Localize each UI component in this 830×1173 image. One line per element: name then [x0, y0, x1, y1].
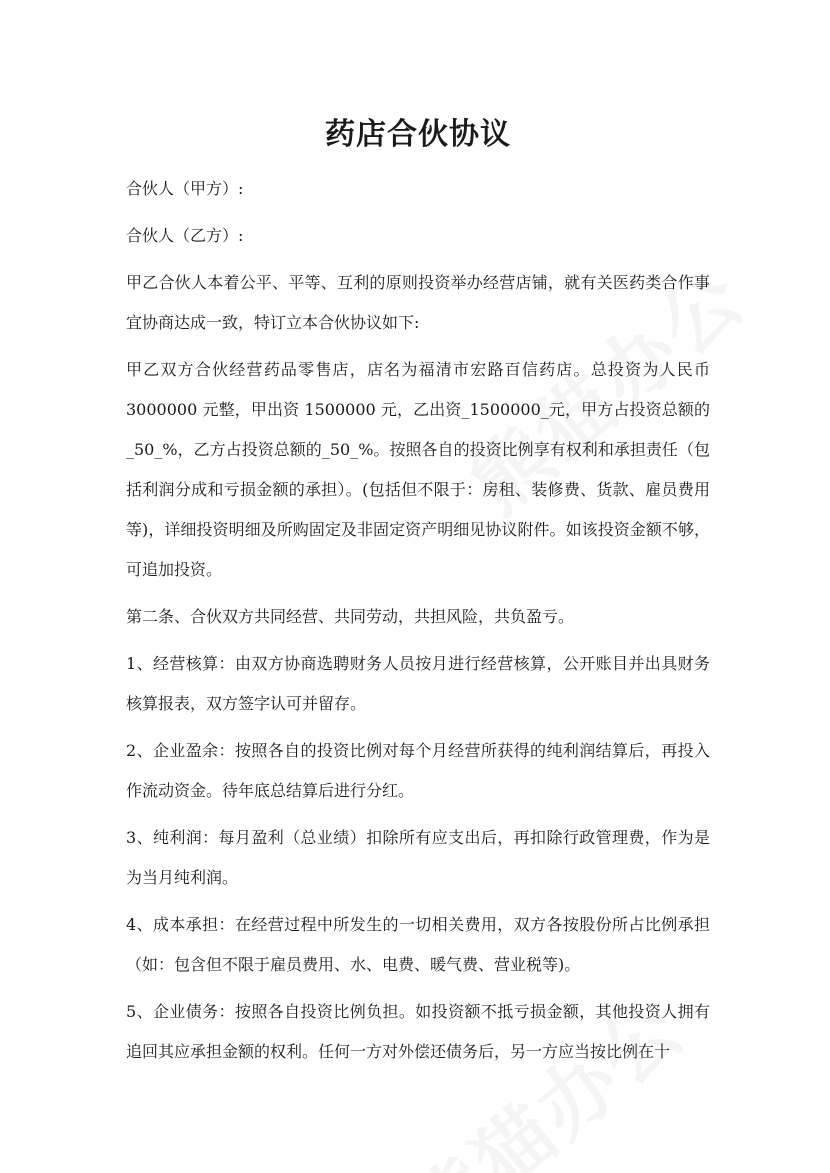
paragraph-investment: 甲乙双方合伙经营药品零售店，店名为福清市宏路百信药店。总投资为人民币 3000000 元整，甲出资 1500000 元，乙出资_1500000_元，甲方占投资总额的_50_%，乙方占投资总额的_50_%。按照各自的投资比例享有权利和承担责任（包括利润分成和亏损金额的承担）。(包括但不限于：房租、装修费、货款、雇员费用等)，详细投资明细及所购固定及非固定资产明细见协议附件。如该投资金额不够，可追加投资。 [126, 360, 710, 579]
paragraph-article-two: 第二条、合伙双方共同经营、共同劳动，共担风险，共负盈亏。 [126, 607, 575, 626]
document-title: 药店合伙协议 [325, 117, 511, 152]
paragraph-clause-2: 2、企业盈余：按照各自的投资比例对每个月经营所获得的纯利润结算后，再投入作流动资金。待年底总结算后进行分红。 [126, 741, 710, 800]
paragraph-party-b: 合伙人（乙方）: [126, 226, 244, 245]
paragraph-preamble: 甲乙合伙人本着公平、平等、互利的原则投资举办经营店铺，就有关医药类合作事宜协商达成一致，特订立本合伙协议如下: [126, 273, 710, 332]
paragraph-party-a: 合伙人（甲方）: [126, 179, 244, 198]
paragraph-clause-1: 1、经营核算：由双方协商选聘财务人员按月进行经营核算，公开账目并出具财务核算报表，双方签字认可并留存。 [126, 654, 710, 713]
document-body [126, 169, 710, 1072]
paragraph-clause-5: 5、企业债务：按照各自投资比例负担。如投资额不抵亏损金额，其他投资人拥有追回其应承担金额的权利。任何一方对外偿还债务后，另一方应当按比例在十 [126, 1002, 710, 1061]
paragraph-clause-4: 4、成本承担：在经营过程中所发生的一切相关费用，双方各按股份所占比例承担（如：包含但不限于雇员费用、水、电费、暖气费、营业税等)。 [126, 915, 710, 974]
paragraph-clause-3: 3、纯利润：每月盈利（总业绩）扣除所有应支出后，再扣除行政管理费，作为是为当月纯利润。 [126, 828, 710, 887]
